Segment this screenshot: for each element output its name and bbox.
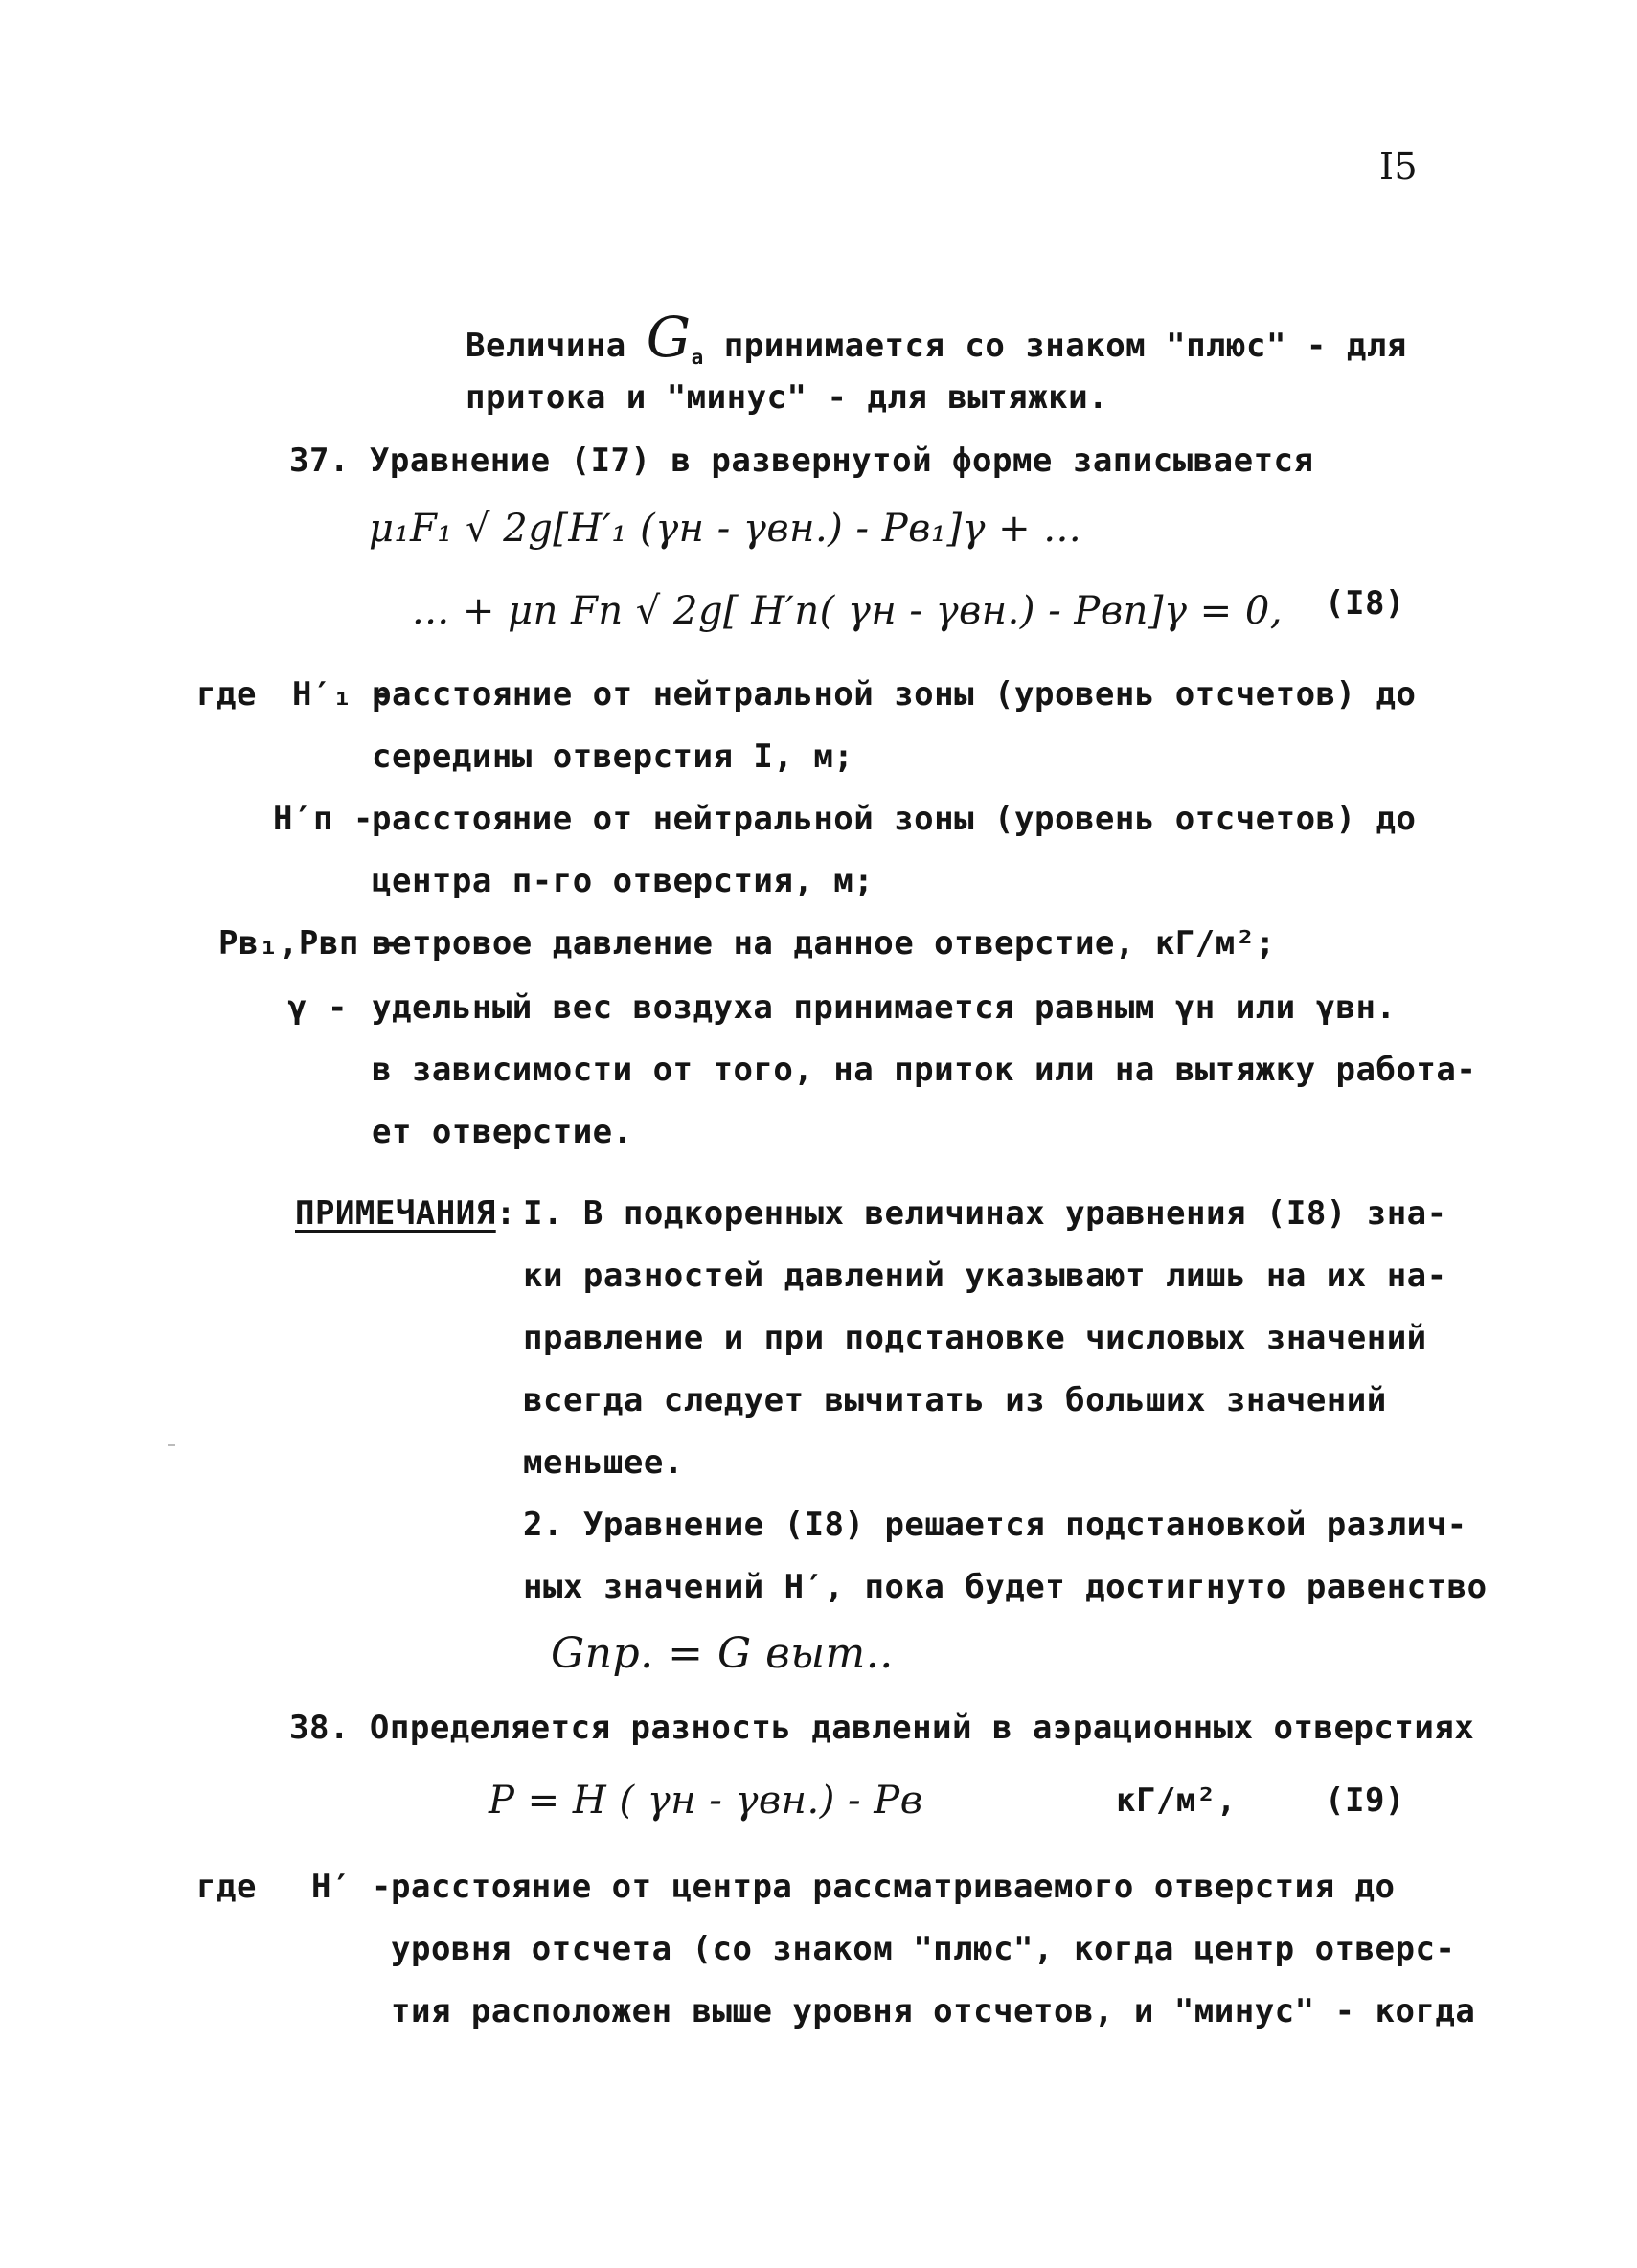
def-hn-line-2: центра п-го отверстия, м; (372, 862, 875, 900)
def-hn-line-1: расстояние от нейтральной зоны (уровень отсчетов) до (372, 800, 1417, 838)
note-1-line-3: правление и при подстановке числовых значений (523, 1319, 1427, 1357)
def-gamma-line-2: в зависимости от того, на приток или на вытяжку работа- (372, 1051, 1477, 1089)
equation-19-number: (I9) (1325, 1781, 1405, 1820)
equation-18-line-2: ... + μп Fп √ 2g[ H′п( γн - γвн.) - Pвп]γ = 0, (412, 589, 1283, 633)
def2-h-symbol: H′ - (311, 1868, 392, 1906)
def-gamma-symbol: γ - (287, 988, 348, 1027)
intro-line-2: притока и "минус" - для вытяжки. (466, 378, 1109, 417)
equation-18-number: (I8) (1325, 584, 1405, 623)
def-h1-symbol: H′₁ - (292, 675, 393, 714)
note-1-line-5: меньшее. (523, 1443, 684, 1482)
def2-line-1: расстояние от центра рассматриваемого отверстия до (391, 1868, 1396, 1906)
note-1-line-2: ки разностей давлений указывают лишь на их на- (523, 1257, 1447, 1295)
def-gamma-line-3: ет отверстие. (372, 1113, 633, 1151)
note-2-equality: Gпр. = G выт.. (551, 1629, 894, 1678)
intro-line-1 (466, 305, 1407, 370)
notes-heading (295, 1192, 516, 1235)
where-label-2: где (196, 1868, 257, 1906)
def-h1-line-1: расстояние от нейтральной зоны (уровень отсчетов) до (372, 675, 1417, 714)
where-label-1: где (196, 675, 257, 714)
scan-mark (168, 1444, 175, 1446)
notes-colon: : (495, 1194, 516, 1233)
note-1-line-4: всегда следует вычитать из больших значений (523, 1381, 1387, 1419)
def2-line-2: уровня отсчета (со знаком "плюс", когда центр отверс- (391, 1930, 1456, 1968)
intro-word: Величина (466, 327, 626, 365)
g-symbol: G (646, 305, 692, 370)
page-number: I5 (1379, 146, 1419, 188)
item-38-line (289, 1707, 1474, 1749)
note-2-line-1: 2. Уравнение (I8) решается подстановкой различ- (523, 1506, 1467, 1544)
item-37-line (289, 440, 1313, 482)
equation-19-unit: кГ/м², (1116, 1781, 1237, 1820)
equation-19: P = H ( γн - γвн.) - Pв (489, 1779, 923, 1823)
def-hn-symbol: H′п - (273, 800, 374, 838)
def2-line-3: тия расположен выше уровня отсчетов, и "минус" - когда (391, 1992, 1476, 2030)
def-pv-symbol: Pв₁,Pвп - (218, 924, 399, 963)
item-37-text: Уравнение (I7) в развернутой форме записывается (369, 442, 1314, 480)
equation-18-line-1: μ₁F₁ √ 2g[H′₁ (γн - γвн.) - Pв₁]γ + ... (369, 507, 1082, 551)
g-subscript: a (691, 344, 704, 369)
item-38-number: 38. (289, 1709, 350, 1747)
note-2-line-2: ных значений H′, пока будет достигнуто равенство (523, 1568, 1488, 1606)
notes-label: ПРИМЕЧАНИЯ (295, 1194, 496, 1233)
intro-rest: принимается со знаком "плюс" - для (723, 327, 1407, 365)
item-38-text: Определяется разность давлений в аэрационных отверстиях (369, 1709, 1475, 1747)
def-pv-line-1: ветровое давление на данное отверстие, кГ/м²; (372, 924, 1276, 963)
def-gamma-line-1: удельный вес воздуха принимается равным γн или γвн. (372, 988, 1397, 1027)
note-1-line-1: I. В подкоренных величинах уравнения (I8) зна- (523, 1194, 1447, 1233)
item-37-number: 37. (289, 442, 350, 480)
def-h1-line-2: середины отверстия I, м; (372, 737, 854, 776)
